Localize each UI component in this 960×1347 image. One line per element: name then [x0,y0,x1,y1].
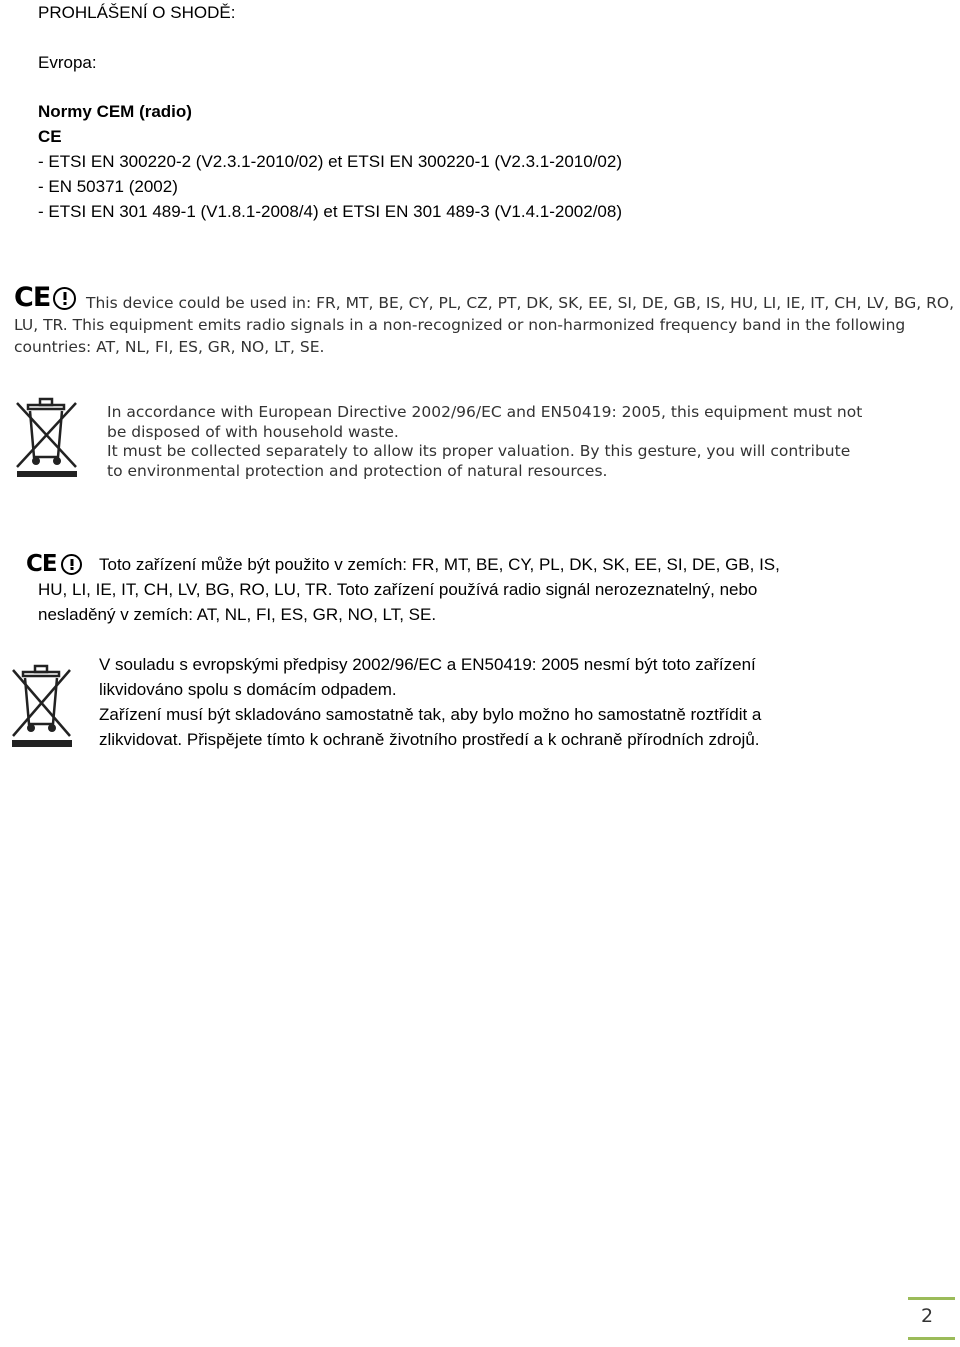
standards-heading: Normy CEM (radio) [38,102,192,121]
crossed-bin-icon [10,660,74,748]
region-label: Evropa: [38,53,97,72]
page-title: PROHLÁŠENÍ O SHODĚ: [38,3,236,22]
usage-line: HU, LI, IE, IT, CH, LV, BG, RO, LU, TR. Toto zařízení používá radio signál nerozeznatelný, nebo [38,580,758,599]
usage-line: nesladěný v zemích: AT, NL, FI, ES, GR, NO, LT, SE. [38,605,437,624]
page-number-bottom-rule [908,1337,955,1340]
usage-line: Toto zařízení může být použito v zemích: FR, MT, BE, CY, PL, DK, SK, EE, SI, DE, GB, IS, [99,555,780,574]
weee-line: V souladu s evropskými předpisy 2002/96/EC a EN50419: 2005 nesmí být toto zařízení [99,655,756,674]
standard-item: - ETSI EN 300220-2 (V2.3.1-2010/02) et ETSI EN 300220-1 (V2.3.1-2010/02) [38,152,623,171]
weee-line: likvidováno spolu s domácím odpadem. [99,680,397,699]
crossed-bin-icon [14,395,80,479]
weee-line: to environmental protection and protection of natural resources. [107,462,608,480]
page-number-top-rule [908,1297,955,1300]
usage-line: This device could be used in: FR, MT, BE, CY, PL, CZ, PT, DK, SK, EE, SI, DE, GB, IS, HU, LI, IE, IT, CH, LV, BG, RO, [86,294,955,312]
standard-item: - ETSI EN 301 489-1 (V1.8.1-2008/4) et ETSI EN 301 489-3 (V1.4.1-2002/08) [38,202,622,221]
standard-item: - EN 50371 (2002) [38,177,178,196]
weee-line: Zařízení musí být skladováno samostatně tak, aby bylo možno ho samostatně roztřídit a [99,705,762,724]
weee-line: In accordance with European Directive 2002/96/EC and EN50419: 2005, this equipment must not [107,403,863,421]
alert-circle-icon [53,287,76,310]
ce-heading: CE [38,127,62,146]
page-number: 2 [921,1305,934,1327]
ce-mark-icon: CE [26,551,57,577]
weee-line: be disposed of with household waste. [107,423,399,441]
usage-line: LU, TR. This equipment emits radio signals in a non-recognized or non-harmonized frequency band in the following [14,316,906,334]
weee-line: zlikvidovat. Přispějete tímto k ochraně životního prostředí a k ochraně přírodních zdrojů. [99,730,760,749]
ce-mark-icon: CE [14,282,51,313]
usage-line: countries: AT, NL, FI, ES, GR, NO, LT, SE. [14,338,325,356]
weee-line: It must be collected separately to allow its proper valuation. By this gesture, you will contribute [107,442,851,460]
alert-circle-icon [61,554,82,575]
